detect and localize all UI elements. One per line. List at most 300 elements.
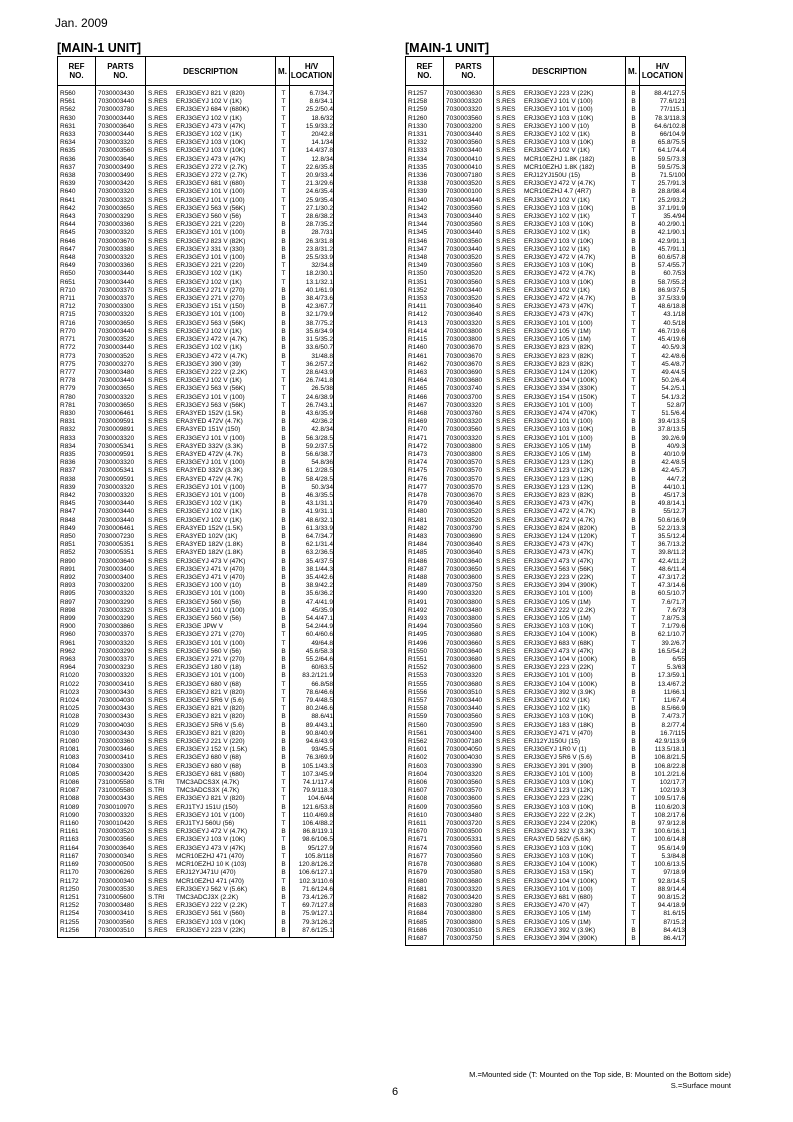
ref-no-cell <box>406 648 444 656</box>
ref-no-cell-text: R1172 <box>60 877 79 885</box>
mounted-side-cell <box>626 722 640 730</box>
description-cell <box>146 254 276 262</box>
description-cell <box>146 705 276 713</box>
part-value-text: ERJ3GEYJ 101 V (100) <box>176 606 245 614</box>
parts-no-cell-text: 7030003440 <box>446 705 483 713</box>
mounted-side-cell-text: B <box>281 656 286 664</box>
parts-no-cell <box>444 566 494 574</box>
ref-no-cell-text: R961 <box>60 639 76 647</box>
mounted-side-cell-text: T <box>631 352 636 360</box>
location-cell <box>290 311 334 319</box>
ref-no-cell <box>406 86 444 99</box>
mounted-side-cell-text: B <box>631 500 636 508</box>
description-cell <box>146 426 276 434</box>
mounted-side-cell <box>276 590 290 598</box>
ref-no-cell <box>406 820 444 828</box>
ref-no-cell <box>58 205 96 213</box>
ref-no-cell-text: R650 <box>60 270 76 278</box>
mounted-side-cell <box>276 672 290 680</box>
ref-no-cell <box>58 164 96 172</box>
mounted-side-cell-text: T <box>281 852 286 860</box>
mounted-side-cell-text: B <box>281 721 286 729</box>
mounted-side-cell <box>276 648 290 656</box>
location-cell <box>290 795 334 803</box>
ref-no-cell-text: R1494 <box>408 623 428 631</box>
col-header-ref-no: REF NO. <box>58 57 96 86</box>
mounted-side-cell <box>626 902 640 910</box>
part-value-text: ERJ3GEYJ 223 V (22K) <box>524 90 594 97</box>
parts-no-cell <box>96 746 146 754</box>
part-type-text: S.RES <box>496 795 516 803</box>
table-row <box>58 229 334 237</box>
part-value-text: ERJ3GEYJ 680 V (68) <box>176 754 242 762</box>
location-cell-text: 50.3/34 <box>311 483 333 491</box>
ref-no-cell-text: R1492 <box>408 606 428 614</box>
parts-no-cell-text: 7030003800 <box>446 598 483 606</box>
location-cell <box>640 295 686 303</box>
location-cell-text: 6/55 <box>672 656 685 664</box>
part-value-text: ERJ3GEYJ 101 V (100) <box>524 672 593 680</box>
ref-no-cell <box>406 205 444 213</box>
table-row <box>58 246 334 254</box>
mounted-side-cell-text: T <box>281 122 286 130</box>
part-value-text: ERJ3GEYJ 103 V (10K) <box>176 836 246 844</box>
part-value-text: ERA3YED 472V (4.7K) <box>176 475 243 483</box>
parts-no-cell <box>444 738 494 746</box>
parts-no-cell-text: 7030003510 <box>446 688 483 696</box>
location-cell-text: 5.3/84.8 <box>661 852 685 860</box>
location-cell-text: 69.7/127.8 <box>302 902 333 910</box>
parts-no-cell-text: 7030003560 <box>446 713 483 721</box>
location-cell-text: 78.3/118.3 <box>654 114 685 122</box>
parts-no-cell <box>444 582 494 590</box>
mounted-side-cell-text: T <box>631 697 636 705</box>
table-row <box>406 705 686 713</box>
table-row <box>58 927 334 938</box>
part-type-text: S.RES <box>148 401 168 409</box>
description-cell <box>146 262 276 270</box>
mounted-side-cell-text: T <box>631 598 636 606</box>
location-cell-text: 54.4/47.1 <box>305 615 333 622</box>
description-cell <box>146 320 276 328</box>
description-cell <box>146 369 276 377</box>
location-cell-text: 59.5/75.3 <box>657 163 685 171</box>
mounted-side-cell-text: B <box>631 934 636 942</box>
ref-no-cell-text: R1482 <box>408 524 428 532</box>
parts-no-cell-text: 7030003320 <box>446 434 483 442</box>
mounted-side-cell-text: B <box>631 656 636 664</box>
part-type-text: S.RES <box>496 779 516 787</box>
part-type-text: S.RES <box>148 114 168 122</box>
ref-no-cell <box>58 631 96 639</box>
part-type-text: S.RES <box>496 245 516 253</box>
description-cell <box>494 648 626 656</box>
ref-no-cell <box>58 517 96 525</box>
parts-no-cell <box>96 394 146 402</box>
location-cell-text: 51.5/6.4 <box>661 409 685 417</box>
parts-no-cell-text: 7030003420 <box>98 770 135 778</box>
part-type-text: S.RES <box>148 270 168 278</box>
ref-no-cell <box>58 878 96 886</box>
location-cell-text: 20/42.8 <box>311 131 333 139</box>
parts-no-cell-text: 7030003600 <box>446 573 483 581</box>
ref-no-cell-text: R562 <box>60 106 76 114</box>
ref-no-cell <box>58 229 96 237</box>
ref-no-cell-text: R1609 <box>408 803 428 811</box>
parts-no-cell-text: 7030003650 <box>98 401 135 409</box>
mounted-side-cell-text: B <box>631 713 636 721</box>
ref-no-cell-text: R1081 <box>60 746 80 754</box>
part-type-text: S.RES <box>148 459 168 467</box>
description-cell <box>494 279 626 287</box>
ref-no-cell <box>58 861 96 869</box>
ref-no-cell <box>406 517 444 525</box>
part-value-text: ERA3YED 152V (1.5K) <box>176 524 243 532</box>
mounted-side-cell-text: B <box>281 623 286 631</box>
mounted-side-cell-text: B <box>281 237 286 245</box>
mounted-side-cell-text: B <box>631 483 636 491</box>
location-cell-text: 5.3/63 <box>666 664 685 672</box>
part-type-text: S.RES <box>148 861 168 869</box>
parts-no-cell-text: 7030003440 <box>446 131 483 139</box>
table-row <box>406 738 686 746</box>
table-row <box>406 910 686 918</box>
ref-no-cell-text: R1687 <box>408 934 428 942</box>
location-cell <box>640 361 686 369</box>
location-cell <box>290 664 334 672</box>
mounted-side-cell <box>626 730 640 738</box>
ref-no-cell <box>58 754 96 762</box>
part-value-text: ERJ3GEYJ 104 V (100K) <box>524 656 597 664</box>
mounted-side-cell-text: B <box>631 590 636 598</box>
mounted-side-cell-text: T <box>281 360 286 368</box>
part-value-text: ERJ3GEYJ 221 V (220) <box>176 221 245 229</box>
part-value-text: ERJ3GEYJ 105 V (1M) <box>524 598 591 606</box>
location-cell-text: 7.6/73 <box>666 606 685 614</box>
ref-no-cell <box>58 197 96 205</box>
ref-no-cell-text: R1611 <box>408 820 427 828</box>
parts-no-cell-text: 7030003520 <box>446 516 483 524</box>
table-row <box>58 320 334 328</box>
parts-no-cell <box>444 361 494 369</box>
part-type-text: S.RES <box>496 295 516 303</box>
table-row <box>58 262 334 270</box>
ref-no-cell-text: R1333 <box>408 147 428 155</box>
mounted-side-cell <box>276 188 290 196</box>
part-value-text: ERJ3GEYJ 103 V (10K) <box>524 204 594 212</box>
location-cell-text: 7.1/79.6 <box>661 623 685 631</box>
description-cell <box>494 270 626 278</box>
part-type-text: S.RES <box>148 262 168 270</box>
parts-no-cell <box>444 804 494 812</box>
ref-no-cell <box>406 303 444 311</box>
parts-no-cell <box>444 812 494 820</box>
parts-no-cell <box>96 681 146 689</box>
mounted-side-cell-text: B <box>631 705 636 713</box>
parts-no-cell-text: 7030003560 <box>446 139 483 147</box>
location-cell-text: 94.6/43.9 <box>305 738 333 746</box>
ref-no-cell-text: R630 <box>60 114 76 122</box>
part-value-text: ERJ3GEYJ 5R6 V (5.6) <box>176 697 244 705</box>
description-cell <box>494 705 626 713</box>
ref-no-cell <box>58 836 96 844</box>
table-row <box>406 336 686 344</box>
parts-no-cell <box>444 615 494 623</box>
mounted-side-cell <box>276 139 290 147</box>
location-cell-text: 35.5/12.4 <box>657 532 685 540</box>
parts-no-cell-text: 7030003530 <box>98 885 135 893</box>
ref-no-cell-text: R1559 <box>408 713 428 721</box>
mounted-side-cell-text: B <box>631 418 636 426</box>
ref-no-cell <box>58 582 96 590</box>
ref-no-cell <box>406 385 444 393</box>
ref-no-cell-text: R639 <box>60 180 76 188</box>
part-value-text: ERJ3GEYJ 681 V (680) <box>176 770 245 778</box>
description-cell <box>146 558 276 566</box>
mounted-side-cell <box>276 426 290 434</box>
location-cell <box>640 689 686 697</box>
part-type-text: S.RES <box>496 467 516 475</box>
part-type-text: S.RES <box>496 319 516 327</box>
ref-no-cell-text: R1681 <box>408 885 428 893</box>
table-row <box>58 508 334 516</box>
mounted-side-cell-text: T <box>281 114 286 122</box>
parts-no-cell-text: 7030003200 <box>446 122 483 130</box>
ref-no-cell-text: R852 <box>60 549 76 557</box>
parts-no-cell-text: 7030003320 <box>98 196 135 204</box>
description-cell <box>494 730 626 738</box>
ref-no-cell <box>58 115 96 123</box>
part-type-text: S.RES <box>148 278 168 286</box>
mounted-side-cell-text: B <box>281 549 286 557</box>
table-row <box>58 213 334 221</box>
table-row <box>406 861 686 869</box>
ref-no-cell <box>58 369 96 377</box>
location-cell <box>640 303 686 311</box>
location-cell-text: 48.6/11.4 <box>658 565 685 573</box>
parts-no-cell <box>96 426 146 434</box>
parts-no-cell <box>444 508 494 516</box>
mounted-side-cell <box>276 336 290 344</box>
table-row <box>58 484 334 492</box>
ref-no-cell <box>58 697 96 705</box>
part-type-text: S.RES <box>148 606 168 614</box>
mounted-side-cell-text: T <box>281 131 286 139</box>
parts-no-cell-text: 7030003580 <box>446 869 483 877</box>
mounted-side-cell <box>626 131 640 139</box>
part-type-text: S.RES <box>148 598 168 606</box>
location-cell-text: 102/19.3 <box>659 787 685 795</box>
mounted-side-cell <box>626 205 640 213</box>
location-cell-text: 109.5/17.6 <box>654 795 685 803</box>
description-cell <box>146 615 276 623</box>
part-value-text: ERJ3GEYJ 681 V (680) <box>176 180 245 188</box>
location-cell <box>290 894 334 902</box>
mounted-side-cell-text: T <box>281 811 286 819</box>
part-value-text: ERA3YED 151V (150) <box>176 426 241 434</box>
location-cell-text: 97.9/12.8 <box>657 820 685 828</box>
parts-no-cell-text: 7030003520 <box>446 254 483 262</box>
ref-no-cell-text: R636 <box>60 155 76 163</box>
location-cell <box>290 861 334 869</box>
mounted-side-cell-text: B <box>631 475 636 483</box>
parts-no-cell-text: 7030004030 <box>98 697 135 705</box>
part-value-text: ERJ3GEYJ 101 V (100) <box>524 319 593 327</box>
parts-no-cell <box>444 246 494 254</box>
location-cell <box>640 353 686 361</box>
location-cell-text: 62.1/10.7 <box>657 631 685 639</box>
ref-no-cell-text: R850 <box>60 532 76 540</box>
ref-no-cell-text: R781 <box>60 401 76 409</box>
description-cell <box>494 131 626 139</box>
table-row <box>58 492 334 500</box>
parts-no-cell <box>96 804 146 812</box>
mounted-side-cell <box>276 353 290 361</box>
part-value-text: ERJ3GEYJ 123 V (12K) <box>524 459 594 467</box>
ref-no-cell-text: R1351 <box>408 278 428 286</box>
part-type-text: S.RES <box>496 237 516 245</box>
description-cell <box>146 607 276 615</box>
description-cell <box>494 517 626 525</box>
ref-no-cell-text: R1334 <box>408 155 428 163</box>
ref-no-cell-text: R1490 <box>408 590 428 598</box>
mounted-side-cell <box>626 394 640 402</box>
mounted-side-cell <box>626 328 640 336</box>
parts-no-cell-text: 7030003320 <box>98 188 135 196</box>
parts-no-cell-text: 7030005351 <box>98 541 135 549</box>
part-value-text: ERJ3GEYJ 5R6 V (5.6) <box>176 721 244 729</box>
mounted-side-cell-text: B <box>631 746 636 754</box>
part-type-text: S.RES <box>496 902 516 910</box>
part-value-text: MCR10EZHJ 471 (470) <box>176 877 244 885</box>
location-cell-text: 18.6/32 <box>311 114 333 122</box>
mounted-side-cell-text: B <box>631 426 636 434</box>
ref-no-cell <box>406 287 444 295</box>
parts-no-cell-text: 7030003640 <box>446 557 483 565</box>
description-cell <box>146 812 276 820</box>
location-cell <box>640 582 686 590</box>
part-type-text: S.RES <box>148 811 168 819</box>
mounted-side-cell <box>276 853 290 861</box>
parts-no-cell-text: 7030006461 <box>98 409 135 417</box>
table-row <box>406 746 686 754</box>
table-row <box>58 812 334 820</box>
location-cell-text: 44/10.1 <box>663 483 685 491</box>
mounted-side-cell <box>626 435 640 443</box>
location-cell <box>290 287 334 295</box>
parts-no-cell-text: 7030005341 <box>98 467 135 475</box>
ref-no-cell <box>58 492 96 500</box>
parts-no-cell <box>444 467 494 475</box>
parts-no-cell-text: 7030003570 <box>446 475 483 483</box>
parts-no-cell-text: 7030003440 <box>98 508 135 516</box>
description-cell <box>146 86 276 99</box>
parts-no-cell <box>96 139 146 147</box>
parts-no-cell-text: 7030003560 <box>446 426 483 434</box>
location-cell <box>290 689 334 697</box>
description-cell <box>494 878 626 886</box>
mounted-side-cell <box>626 705 640 713</box>
part-value-text: ERJ3GEYJ 180 V (18) <box>176 664 242 672</box>
description-cell <box>146 131 276 139</box>
mounted-side-cell-text: B <box>631 729 636 737</box>
ref-no-cell-text: R1348 <box>408 254 428 262</box>
part-value-text: ERA3YED 182V (1.8K) <box>176 541 243 549</box>
description-cell <box>146 287 276 295</box>
location-cell <box>290 402 334 410</box>
part-value-text: ERJ3GEYJ 102 V (1K) <box>176 344 242 352</box>
location-cell-text: 47.4/41.9 <box>305 598 333 606</box>
mounted-side-cell <box>626 599 640 607</box>
parts-no-cell <box>444 369 494 377</box>
description-cell <box>494 303 626 311</box>
parts-no-cell-text: 7030003520 <box>446 180 483 188</box>
location-cell <box>640 615 686 623</box>
mounted-side-cell <box>276 828 290 836</box>
ref-no-cell <box>58 131 96 139</box>
mounted-side-cell <box>276 787 290 795</box>
part-type-text: S.RES <box>148 122 168 130</box>
parts-no-cell <box>444 697 494 705</box>
table-row <box>406 689 686 697</box>
parts-no-cell-text: 7030003430 <box>98 688 135 696</box>
description-cell <box>146 205 276 213</box>
parts-no-cell-text: 7030003320 <box>98 590 135 598</box>
table-row <box>58 623 334 631</box>
ref-no-cell <box>58 533 96 541</box>
part-type-text: S.RES <box>148 327 168 335</box>
table-row <box>58 771 334 779</box>
mounted-side-cell <box>626 164 640 172</box>
ref-no-cell <box>58 377 96 385</box>
part-value-text: ERJ3GEYJ 221 V (220) <box>176 738 245 746</box>
parts-no-cell-text: 7030003320 <box>98 811 135 819</box>
part-value-text: ERJ3GEYJ 562 V (5.6K) <box>176 885 248 893</box>
mounted-side-cell <box>626 311 640 319</box>
parts-no-cell <box>96 320 146 328</box>
table-row <box>406 517 686 525</box>
location-cell-text: 35.4/37.5 <box>305 557 333 565</box>
parts-no-cell <box>444 836 494 844</box>
ref-no-cell <box>58 623 96 631</box>
table-row <box>58 476 334 484</box>
table-row <box>58 648 334 656</box>
part-type-text: S.RES <box>496 754 516 762</box>
mounted-side-cell <box>626 344 640 352</box>
mounted-side-cell-text: T <box>631 893 636 901</box>
parts-no-cell <box>444 385 494 393</box>
description-cell <box>146 927 276 938</box>
parts-no-cell-text: 7030003640 <box>446 541 483 549</box>
table-row <box>406 779 686 787</box>
ref-no-cell <box>406 713 444 721</box>
mounted-side-cell <box>276 910 290 918</box>
description-cell <box>146 590 276 598</box>
mounted-side-cell-text: B <box>631 163 636 171</box>
part-type-text: S.RES <box>148 254 168 262</box>
description-cell <box>146 361 276 369</box>
location-cell <box>290 328 334 336</box>
table-row <box>58 574 334 582</box>
mounted-side-cell <box>626 246 640 254</box>
mounted-side-cell-text: T <box>631 918 636 926</box>
mounted-side-cell-text: B <box>281 582 286 590</box>
ref-no-cell <box>58 615 96 623</box>
mounted-side-cell-text: B <box>631 820 636 828</box>
part-type-text: S.RES <box>496 254 516 262</box>
ref-no-cell <box>406 221 444 229</box>
ref-no-cell-text: R1686 <box>408 926 428 934</box>
